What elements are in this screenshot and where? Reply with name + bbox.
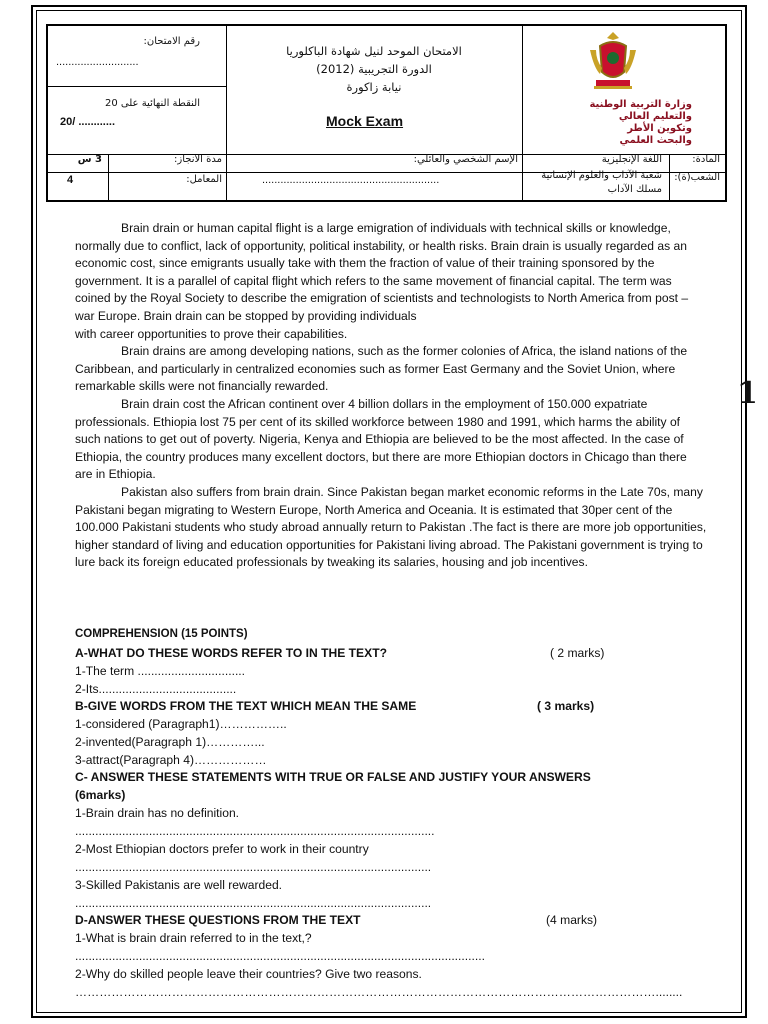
subject-value: اللغة الإنجليزية: [601, 154, 662, 165]
question-a1[interactable]: 1-The term ................................: [75, 664, 246, 678]
question-c1: 1-Brain drain has no definition.: [75, 806, 240, 820]
section-c-marks: (6marks): [75, 788, 126, 802]
score-label: النقطة النهائية على 20: [104, 98, 200, 109]
coefficient-value: 4: [67, 174, 74, 186]
answer-line-d2[interactable]: ………………………………………………………………………………………………………………………………........: [75, 985, 683, 999]
divider: [48, 86, 226, 87]
answer-line-d1[interactable]: ..........................................................................................................................: [75, 949, 485, 963]
royal-emblem-icon: [586, 28, 640, 92]
paragraph-4: Pakistan also suffers from brain drain. Since Pakistan began market economic reforms in the Late 70s, many Pakistani began migrating to Western Europe, North America and Oceania. It is estimated that 30per cent of the 100.000 Pakistani students who study abroad annually return to Pakistan .The fact is there are more job opportunities, higher standard of living and education opportunities for Pakistani living abroad. The Pakistani government is trying to lure back its foreign educated professionals by tweaking its salaries, housing and job incentives.: [75, 484, 707, 570]
ministry-line-1: وزارة التربية الوطنية: [589, 99, 692, 110]
comprehension-heading: COMPREHENSION (15 POINTS): [75, 628, 248, 640]
branch-value-2: مسلك الآداب: [607, 184, 662, 195]
exam-number-dots: ...........................: [56, 56, 139, 68]
branch-label: الشعب(ة):: [674, 172, 720, 183]
section-b-title: B-GIVE WORDS FROM THE TEXT WHICH MEAN THE SAME: [75, 699, 417, 713]
duration-value: 3 س: [77, 154, 102, 165]
branch-value-1: شعبة الآداب والعلوم الإنسانية: [541, 170, 662, 181]
section-c-title: C- ANSWER THESE STATEMENTS WITH TRUE OR FALSE AND JUSTIFY YOUR ANSWERS: [75, 770, 591, 784]
section-d-title: D-ANSWER THESE QUESTIONS FROM THE TEXT: [75, 913, 361, 927]
ministry-line-2: والتعليم العالي: [618, 111, 692, 122]
ministry-line-3: وتكوين الأطر: [627, 123, 692, 134]
paragraph-3: Brain drain cost the African continent over 4 billion dollars in the employment of 150.000 expatriate professionals. Ethiopia lost 75 per cent of its skilled workforce between 1980 and 1991, which harms the ability of such nations to get out of poverty. Nigeria, Kenya and Ethiopia are believed to be the most affected. In the case of Ethiopia, the country produces many excellent doctors, but there are more Ethiopian doctors in Chicago than there are in Ethiopia.: [75, 396, 687, 482]
section-d-marks: (4 marks): [546, 913, 598, 927]
divider: [108, 154, 109, 200]
paragraph-1: Brain drain or human capital flight is a large emigration of individuals with technical skills or knowledge, normally due to conflict, lack of opportunity, political instability, or health risks. Brain drain is usually regarded as an economic cost, since emigrants usually take with them the fraction of value of their training sponsored by the government. It is a parallel of capital flight which refers to the same movement of financial capital. The term was coined by the Royal Society to describe the emigration of scientists and technologists to North America from post –war Europe. Brain drain can be stopped by providing individuals: [75, 221, 689, 323]
name-label: الإسم الشخصي والعائلي:: [413, 154, 518, 165]
coefficient-label: المعامل:: [186, 174, 222, 185]
name-dots[interactable]: ..........................................................: [262, 174, 440, 186]
mock-exam-title: Mock Exam: [326, 113, 404, 129]
score-value: 20/ ............: [60, 116, 116, 128]
reading-passage: [75, 220, 707, 572]
section-a-title: A-WHAT DO THESE WORDS REFER TO IN THE TEXT?: [75, 646, 387, 660]
subject-label: المادة:: [692, 154, 720, 165]
exam-title: الامتحان الموحد لنيل شهادة الباكلوريا: [286, 44, 462, 58]
question-c3: 3-Skilled Pakistanis are well rewarded.: [75, 878, 283, 892]
ministry-line-4: والبحث العلمي: [619, 135, 692, 146]
exam-number-label: رقم الامتحان:: [143, 36, 200, 47]
question-b2[interactable]: 2-invented(Paragraph 1)…………...: [75, 735, 265, 749]
paragraph-1-end: with career opportunities to prove their capabilities.: [75, 326, 348, 341]
exam-session: الدورة التجريبية (2012): [316, 62, 432, 76]
exam-directorate: نيابة زاكورة: [346, 80, 402, 94]
question-d1: 1-What is brain drain referred to in the text,?: [75, 931, 312, 945]
section-b-marks: ( 3 marks): [537, 699, 595, 713]
paragraph-2: Brain drains are among developing nations, such as the former colonies of Africa, the island nations of the Caribbean, and particularly in centralized economies such as former East Germany and the Soviet Union, where remarkable skills were not financially rewarded.: [75, 344, 688, 394]
question-b3[interactable]: 3-attract(Paragraph 4)………………: [75, 753, 267, 767]
duration-label: مدة الانجاز:: [174, 154, 222, 165]
section-a-marks: ( 2 marks): [550, 646, 605, 660]
question-a2[interactable]: 2-Its.........................................: [75, 682, 237, 696]
page-number: 1: [737, 376, 758, 411]
question-d2: 2-Why do skilled people leave their countries? Give two reasons.: [75, 967, 422, 981]
answer-line-c2[interactable]: ..........................................................................................................: [75, 860, 432, 874]
question-b1[interactable]: 1-considered (Paragraph1)……………..: [75, 717, 287, 731]
answer-line-c1[interactable]: ...........................................................................................................: [75, 824, 435, 838]
answer-line-c3[interactable]: ..........................................................................................................: [75, 896, 432, 910]
question-c2: 2-Most Ethiopian doctors prefer to work in their country: [75, 842, 369, 856]
